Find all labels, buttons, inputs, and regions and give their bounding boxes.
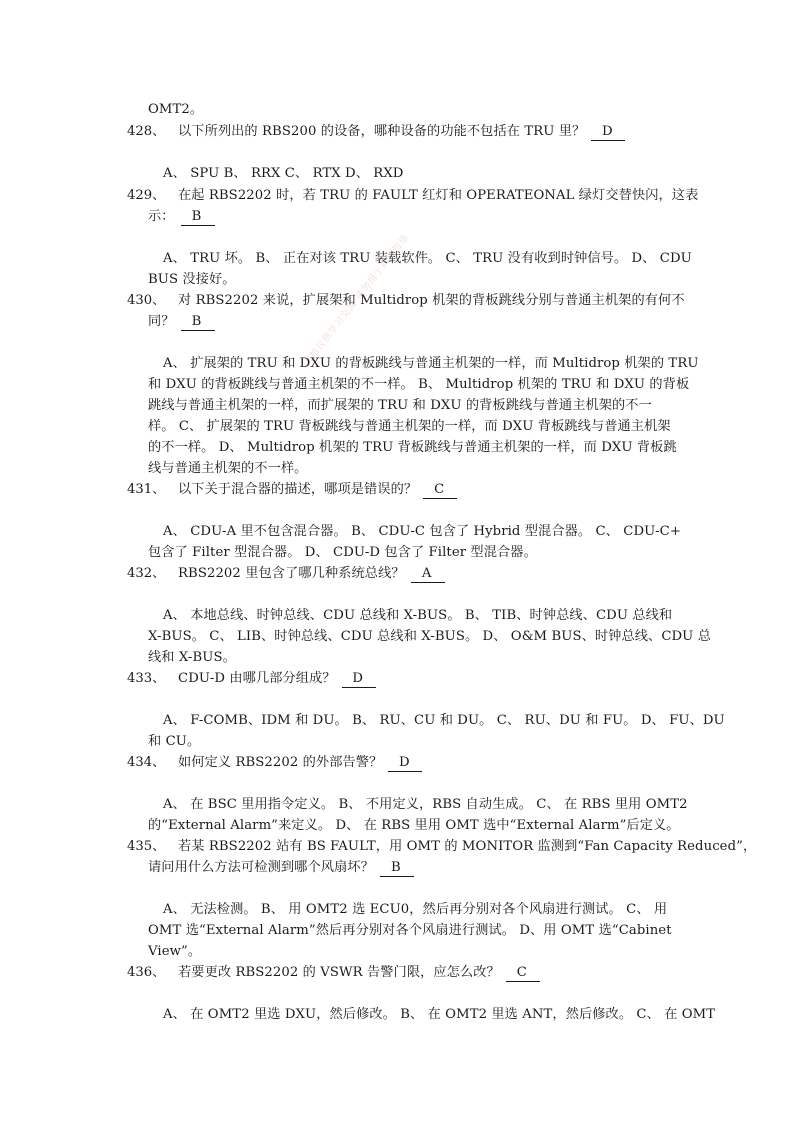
question-number: 430、 xyxy=(127,293,166,308)
question-stem: 如何定义 RBS2202 的外部告警？ xyxy=(178,755,383,770)
answer-options: 和 DXU 的背板跳线与普通主机架的不一样。 B、 Multidrop 机架的 TRU 和 DXU 的背板 xyxy=(148,377,690,392)
answer-options: 线和 X-BUS。 xyxy=(148,650,236,665)
answer-blank: D xyxy=(388,755,422,772)
answer-options: X-BUS。 C、 LIB、时钟总线、CDU 总线和 X-BUS。 D、 O&M BUS、时钟总线、CDU 总 xyxy=(148,629,711,644)
question-number: 436、 xyxy=(127,965,166,980)
question-number: 431、 xyxy=(127,482,166,497)
answer-options: A、 SPU B、 RRX C、 RTX D、 RXD xyxy=(163,166,404,181)
question-stem: 同？ xyxy=(148,314,175,329)
question-text xyxy=(148,312,215,332)
question-number: 434、 xyxy=(127,755,166,770)
answer-options: 和 CU。 xyxy=(148,734,201,749)
question-stem: 示： xyxy=(148,209,175,224)
answer-options: 线与普通主机架的不一样。 xyxy=(148,461,308,476)
answer-options: A、 CDU-A 里不包含混合器。 B、 CDU-C 包含了 Hybrid 型混合器。 C、 CDU-C+ xyxy=(163,524,682,539)
question-number: 429、 xyxy=(127,188,166,203)
question-number: 428、 xyxy=(127,124,166,139)
question-stem: 若要更改 RBS2202 的 VSWR 告警门限，应怎么改？ xyxy=(178,965,500,980)
question-text xyxy=(178,480,457,500)
answer-options: 跳线与普通主机架的一样，而扩展架的 TRU 和 DXU 的背板跳线与普通主机架的不一 xyxy=(148,398,652,413)
answer-options: A、 无法检测。 B、 用 OMT2 选 ECU0，然后再分别对各个风扇进行测试。 C、 用 xyxy=(163,902,668,917)
question-text xyxy=(178,753,422,773)
answer-blank: B xyxy=(181,314,215,331)
answer-options: A、 本地总线、时钟总线、CDU 总线和 X-BUS。 B、 TIB、时钟总线、CDU 总线和 xyxy=(163,608,673,623)
answer-options: A、 在 BSC 里用指令定义。 B、 不用定义，RBS 自动生成。 C、 在 RBS 里用 OMT2 xyxy=(163,797,688,812)
question-number: 435、 xyxy=(127,839,166,854)
answer-options: View”。 xyxy=(148,944,202,959)
answer-options: OMT 选“External Alarm”然后再分别对各个风扇进行测试。 D、用 OMT 选“Cabinet xyxy=(148,923,672,938)
answer-blank: A xyxy=(411,566,445,583)
question-text xyxy=(178,122,625,142)
question-text: 若某 RBS2202 站有 BS FAULT，用 OMT 的 MONITOR 监测到“Fan Capacity Reduced”， xyxy=(178,839,757,854)
question-number: 432、 xyxy=(127,566,166,581)
question-stem: 以下所列出的 RBS200 的设备，哪种设备的功能不包括在 TRU 里？ xyxy=(178,124,586,139)
answer-blank: B xyxy=(380,860,414,877)
answer-options: A、 TRU 坏。 B、 正在对该 TRU 装载软件。 C、 TRU 没有收到时钟信号。 D、 CDU xyxy=(163,251,692,266)
question-text: 对 RBS2202 来说，扩展架和 Multidrop 机架的背板跳线分别与普通主机架的有何不 xyxy=(178,293,685,308)
answer-options: 的不一样。 D、 Multidrop 机架的 TRU 背板跳线与普通主机架的一样，而 DXU 背板跳 xyxy=(148,440,677,455)
question-number: 433、 xyxy=(127,671,166,686)
answer-blank: C xyxy=(506,965,540,982)
answer-options: A、 在 OMT2 里选 DXU，然后修改。 B、 在 OMT2 里选 ANT，然后修改。 C、 在 OMT xyxy=(163,1007,716,1022)
answer-options: 的“External Alarm”来定义。 D、 在 RBS 里用 OMT 选中“External Alarm”后定义。 xyxy=(148,818,680,833)
question-text xyxy=(148,207,215,227)
question-stem: 请问用什么方法可检测到哪个风扇坏？ xyxy=(148,860,374,875)
answer-options: 包含了 Filter 型混合器。 D、 CDU-D 包含了 Filter 型混合器。 xyxy=(148,545,537,560)
answer-blank: D xyxy=(342,671,376,688)
continuation-line: OMT2。 xyxy=(148,102,204,117)
answer-options: BUS 没接好。 xyxy=(148,272,236,287)
answer-blank: C xyxy=(423,482,457,499)
answer-options: A、 F-COMB、IDM 和 DU。 B、 RU、CU 和 DU。 C、 RU、DU 和 FU。 D、 FU、DU xyxy=(163,713,725,728)
question-text xyxy=(178,669,376,689)
watermark: 文档仅供学习交流 请勿用于商业用途 xyxy=(302,232,412,369)
question-text: 在起 RBS2202 时，若 TRU 的 FAULT 红灯和 OPERATEONAL 绿灯交替快闪，这表 xyxy=(178,188,699,203)
question-stem: RBS2202 里包含了哪几种系统总线？ xyxy=(178,566,405,581)
answer-blank: D xyxy=(591,124,625,141)
question-stem: CDU-D 由哪几部分组成？ xyxy=(178,671,336,686)
question-text xyxy=(178,963,540,983)
answer-blank: B xyxy=(181,209,215,226)
question-text xyxy=(178,564,445,584)
answer-options: 样。 C、 扩展架的 TRU 背板跳线与普通主机架的一样，而 DXU 背板跳线与普通主机架 xyxy=(148,419,671,434)
question-text xyxy=(148,858,414,878)
question-stem: 以下关于混合器的描述，哪项是错误的？ xyxy=(178,482,418,497)
answer-options: A、 扩展架的 TRU 和 DXU 的背板跳线与普通主机架的一样，而 Multidrop 机架的 TRU xyxy=(163,356,699,371)
